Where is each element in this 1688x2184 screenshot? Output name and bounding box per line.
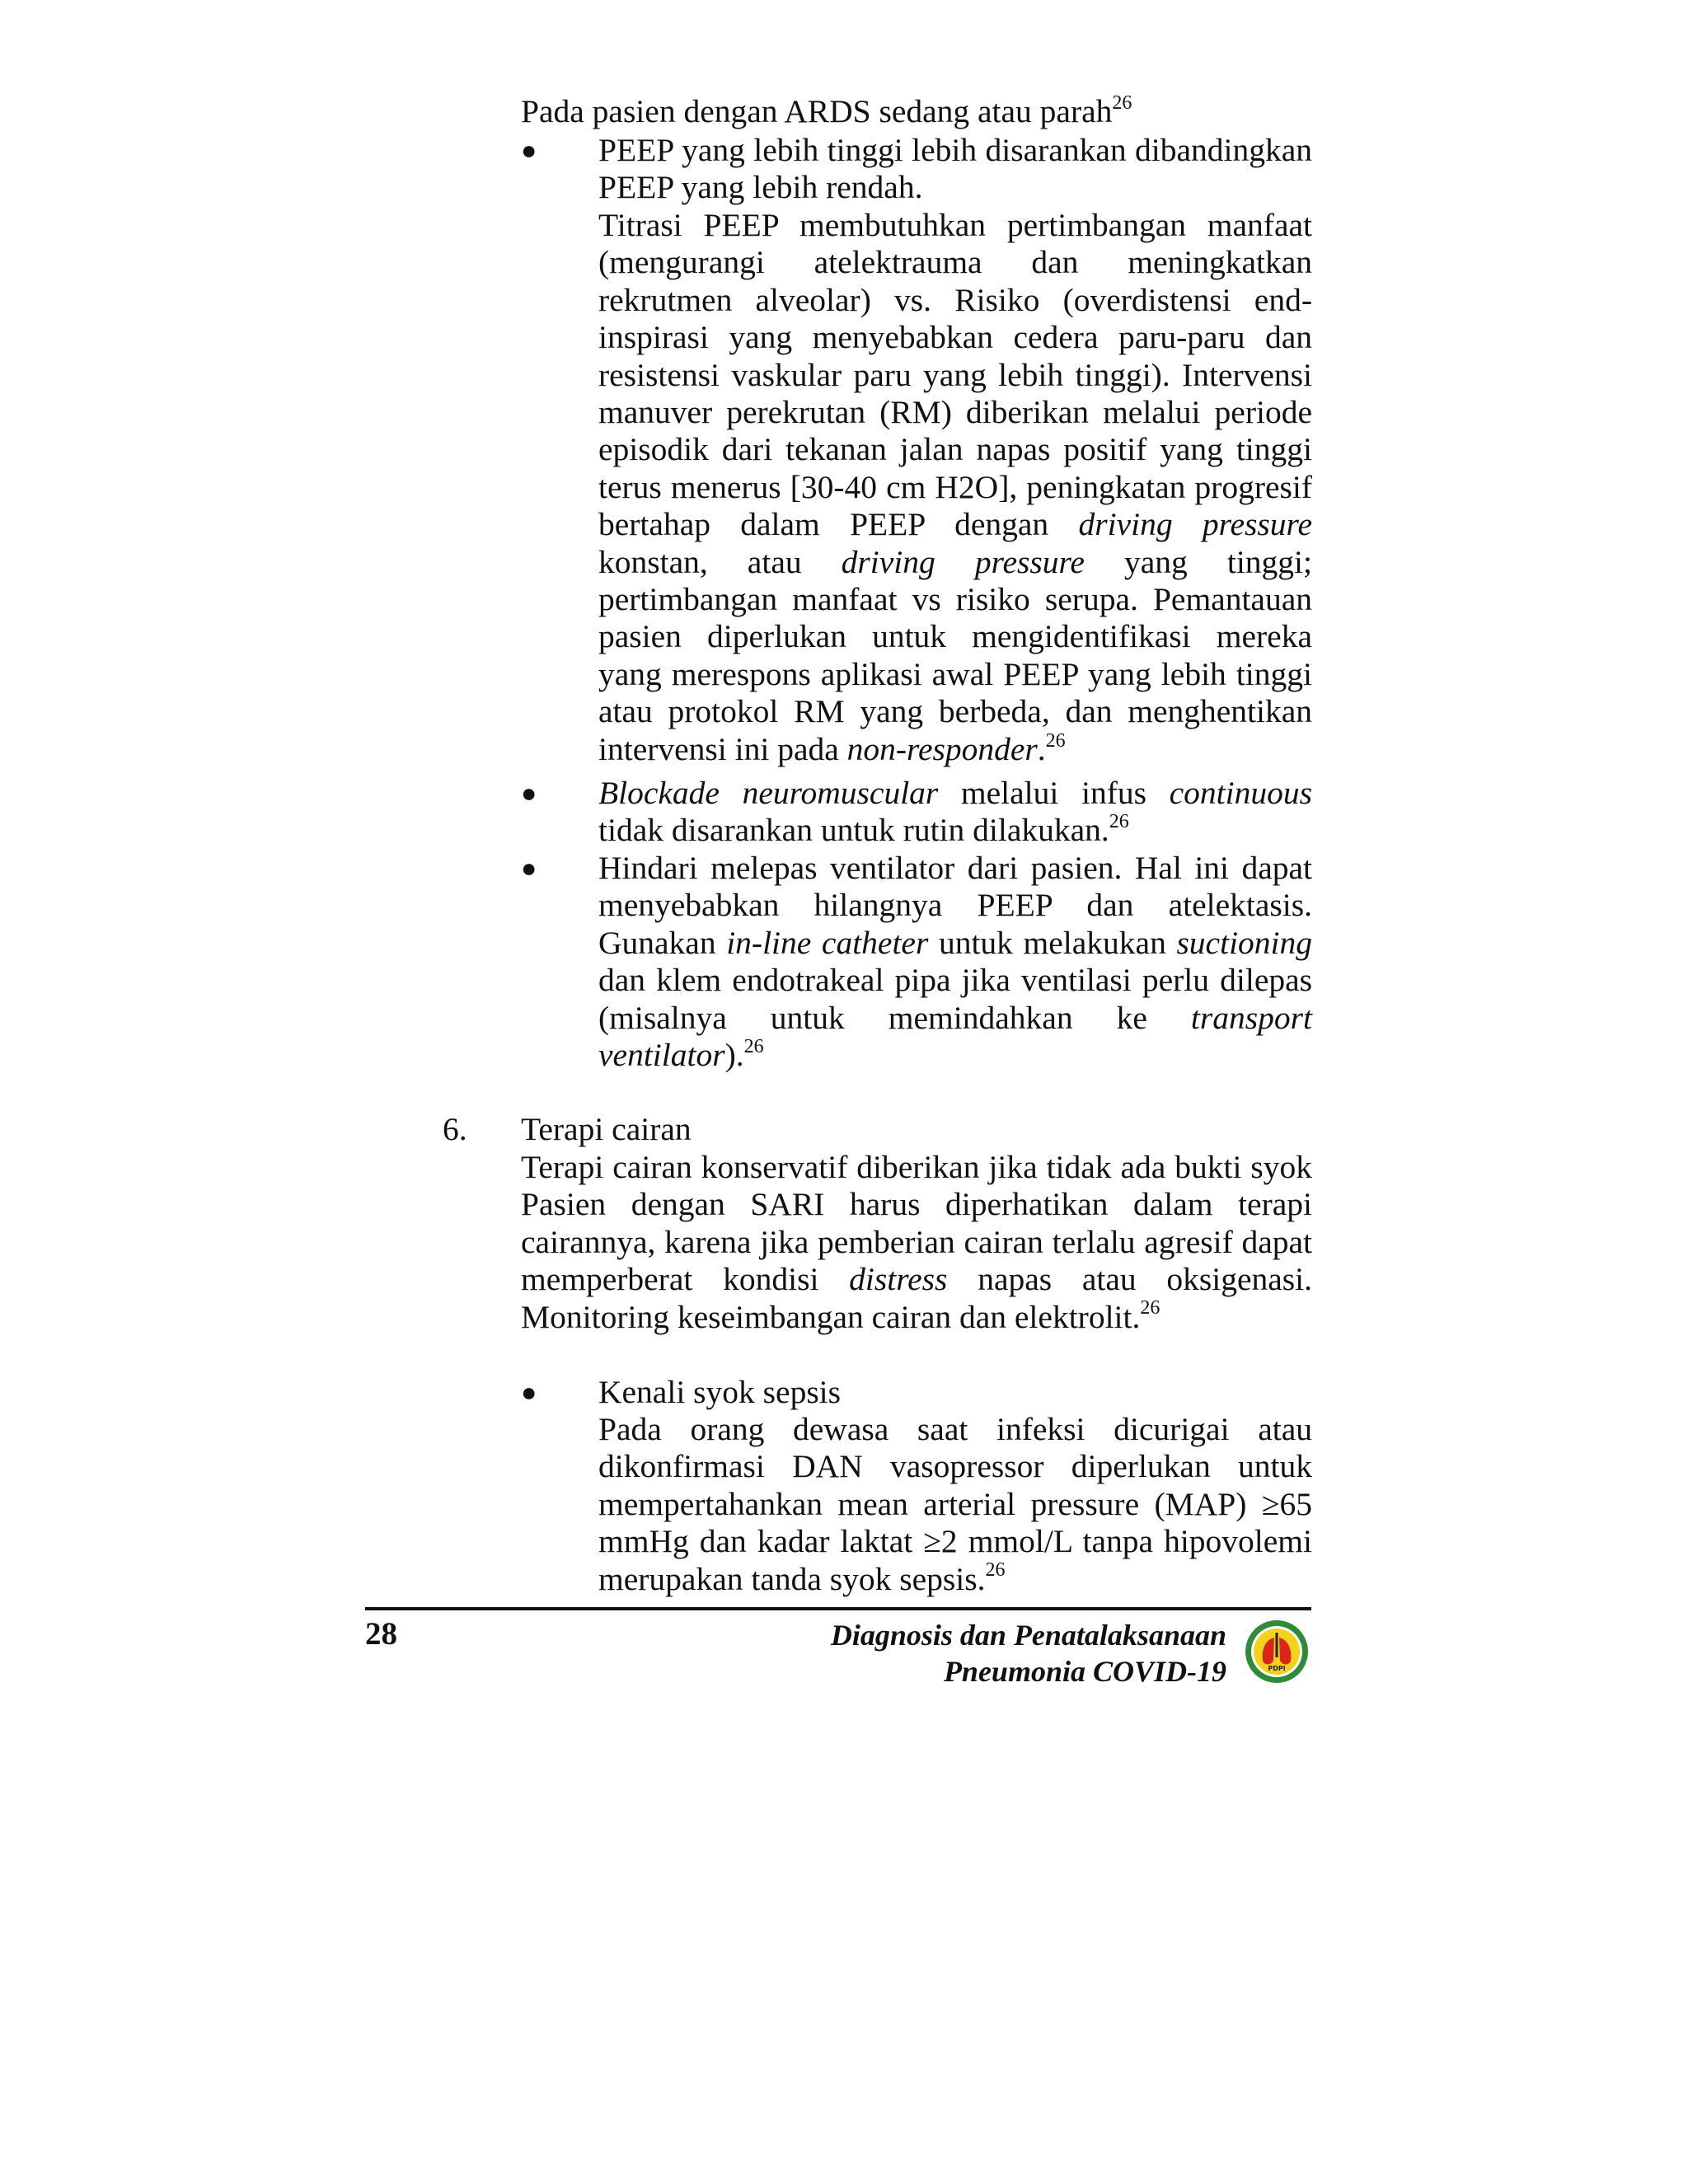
text: ). [724, 1037, 744, 1074]
citation: 26 [985, 1559, 1006, 1582]
bullet1-lead [598, 132, 1312, 207]
italic-term: in-line catheter [726, 924, 929, 961]
text: untuk melakukan [938, 924, 1166, 961]
text: melalui infus [960, 775, 1147, 811]
footer-title-line2: Pneumonia COVID-19 [943, 1655, 1226, 1688]
text: . [1037, 730, 1046, 767]
footer-divider [365, 1607, 1311, 1610]
bullet3-paragraph [598, 850, 1312, 1074]
italic-term: driving pressure [1078, 506, 1312, 543]
bullet1-paragraph [598, 207, 1312, 768]
citation: 26 [1112, 91, 1132, 114]
italic-term: transport ventilator [598, 999, 1312, 1074]
italic-term: distress [849, 1261, 948, 1298]
text: dan klem endotrakeal pipa jika ventilasi perlu dilepas (misalnya untuk memindahkan ke [598, 962, 1312, 1036]
italic-term: non-responder [846, 730, 1038, 767]
footer-title-line1: Diagnosis dan Penatalaksanaan [830, 1619, 1226, 1652]
text: tidak disarankan untuk rutin dilakukan. [598, 812, 1109, 849]
section-number: 6. [443, 1111, 467, 1147]
intro-line [521, 93, 1312, 130]
citation: 26 [743, 1035, 764, 1057]
text: Titrasi PEEP membutuhkan pertimbangan manfaat (mengurangi atelektrauma dan meningkatkan rekrutmen alveolar) vs. Risiko (overdistensi end-inspirasi yang menyebabkan cedera paru-paru dan resistensi vaskular paru yang lebih tinggi). Intervensi manuver perekrutan (RM) diberikan melalui periode episodik dari tekanan jalan napas positif yang tinggi terus menerus [30-40 cm H2O], peningkatan progresif bertahap dalam PEEP dengan [598, 207, 1312, 543]
intro-text: Pada pasien dengan ARDS sedang atau parah [521, 93, 1113, 129]
italic-term: Blockade neuromuscular [598, 775, 939, 811]
text: napas atau oksigenasi. Monitoring keseimbangan cairan dan elektrolit. [521, 1261, 1313, 1335]
bullet4-paragraph [598, 1411, 1312, 1598]
bullet-icon: ● [521, 1377, 537, 1407]
section-heading: Terapi cairan [521, 1111, 692, 1147]
text: Terapi cairan konservatif diberikan jika tidak ada bukti syok Pasien dengan SARI harus diperhatikan dalam terapi cairannya, karena jika pemberian cairan terlalu agresif dapat memperberat kondisi [521, 1149, 1312, 1298]
section6-paragraph [521, 1149, 1312, 1336]
citation: 26 [1045, 729, 1066, 752]
text: Hindari melepas ventilator dari pasien. Hal ini dapat menyebabkan hilangnya PEEP dan atelektasis. Gunakan [598, 850, 1312, 961]
bullet2-paragraph [598, 775, 1312, 850]
text: Pada orang dewasa saat infeksi dicurigai atau dikonfirmasi DAN vasopressor diperlukan untuk mempertahankan mean arterial pressure (MAP) ≥65 mmHg dan kadar laktat ≥2 mmol/L tanpa hipovolemi merupakan tanda syok sepsis. [598, 1411, 1312, 1597]
bullet-icon: ● [521, 853, 537, 883]
citation: 26 [1109, 811, 1129, 833]
italic-term: continuous [1169, 775, 1312, 811]
bullet1-lead-text: PEEP yang lebih tinggi lebih disarankan dibandingkan PEEP yang lebih rendah. [598, 132, 1312, 206]
text: konstan, atau [598, 543, 802, 580]
bullet4-heading: Kenali syok sepsis [598, 1374, 842, 1410]
footer-title [831, 1617, 1226, 1690]
italic-term: driving pressure [841, 543, 1085, 580]
page-number: 28 [365, 1616, 397, 1652]
bullet-icon: ● [521, 778, 537, 808]
logo-text: PDPI [1268, 1665, 1286, 1672]
bullet-icon: ● [521, 135, 537, 165]
pdpi-logo-icon [1245, 1619, 1309, 1684]
italic-term: suctioning [1176, 924, 1313, 961]
text: yang tinggi; pertimbangan manfaat vs risiko serupa. Pemantauan pasien diperlukan untuk mengidentifikasi mereka yang merespons aplikasi awal PEEP yang lebih tinggi atau protokol RM yang berbeda, dan menghentikan intervensi ini pada [598, 543, 1313, 767]
citation: 26 [1140, 1297, 1160, 1319]
